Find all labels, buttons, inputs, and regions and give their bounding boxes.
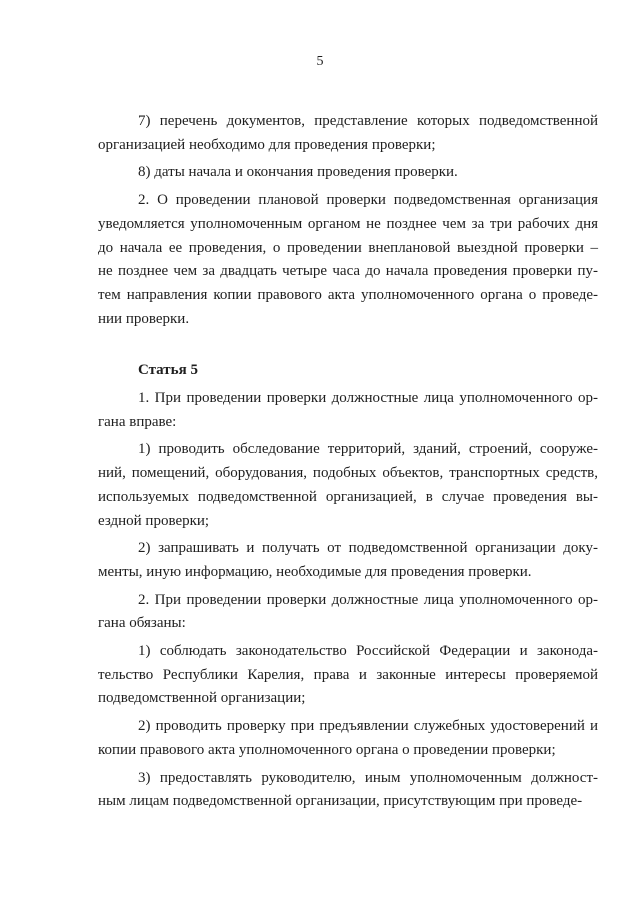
paragraph (98, 161, 598, 185)
paragraph (98, 767, 598, 814)
text-line: 2) проводить проверку при предъявлении служебных удостоверений и (138, 718, 598, 735)
paragraph (98, 537, 598, 584)
paragraph (98, 589, 598, 636)
paragraph (98, 387, 598, 434)
article-heading: Статья 5 (138, 362, 198, 379)
text-line: до начала ее проведения, о проведении внеплановой выездной проверки – (98, 239, 598, 256)
text-line: 2) запрашивать и получать от подведомственной организации доку- (138, 540, 598, 557)
paragraph (98, 110, 598, 157)
text-line: тельство Республики Карелия, права и законные интересы проверяемой (98, 666, 598, 683)
text-line: ний, помещений, оборудования, подобных объектов, транспортных средств, (98, 465, 598, 482)
text-line: организацией необходимо для проведения проверки; (98, 136, 436, 153)
text-line: гана вправе: (98, 413, 177, 430)
text-line: 8) даты начала и окончания проведения проверки. (138, 164, 458, 181)
text-line: менты, иную информацию, необходимые для проведения проверки. (98, 563, 532, 580)
text-line: ездной проверки; (98, 512, 210, 529)
text-line: используемых подведомственной организацией, в случае проведения вы- (98, 488, 598, 505)
text-line: 1) проводить обследование территорий, зданий, строений, сооруже- (138, 441, 598, 458)
text-line: 2. О проведении плановой проверки подведомственная организация (138, 192, 598, 209)
text-line: копии правового акта уполномоченного органа о проведении проверки; (98, 741, 556, 758)
paragraph (98, 640, 598, 711)
text-line: уведомляется уполномоченным органом не позднее чем за три рабочих дня (98, 215, 598, 232)
text-line: 2. При проведении проверки должностные лица уполномоченного ор- (138, 591, 598, 608)
text-line: тем направления копии правового акта уполномоченного органа о проведе- (98, 286, 598, 303)
paragraph (98, 438, 598, 533)
text-line: подведомственной организации; (98, 690, 306, 707)
text-line: 3) предоставлять руководителю, иным уполномоченным должност- (138, 769, 598, 786)
document-body (98, 110, 598, 814)
paragraph (98, 189, 598, 331)
paragraph (98, 715, 598, 762)
text-line: 7) перечень документов, представление которых подведомственной (138, 113, 598, 129)
text-line: 1) соблюдать законодательство Российской Федерации и законода- (138, 643, 598, 660)
text-line: 1. При проведении проверки должностные лица уполномоченного ор- (138, 390, 598, 407)
text-line: не позднее чем за двадцать четыре часа до начала проведения проверки пу- (98, 263, 598, 280)
text-line: ным лицам подведомственной организации, присутствующим при проведе- (98, 793, 583, 810)
text-line: нии проверки. (98, 310, 190, 327)
text-line: гана обязаны: (98, 615, 186, 632)
page-number: 5 (316, 54, 324, 69)
